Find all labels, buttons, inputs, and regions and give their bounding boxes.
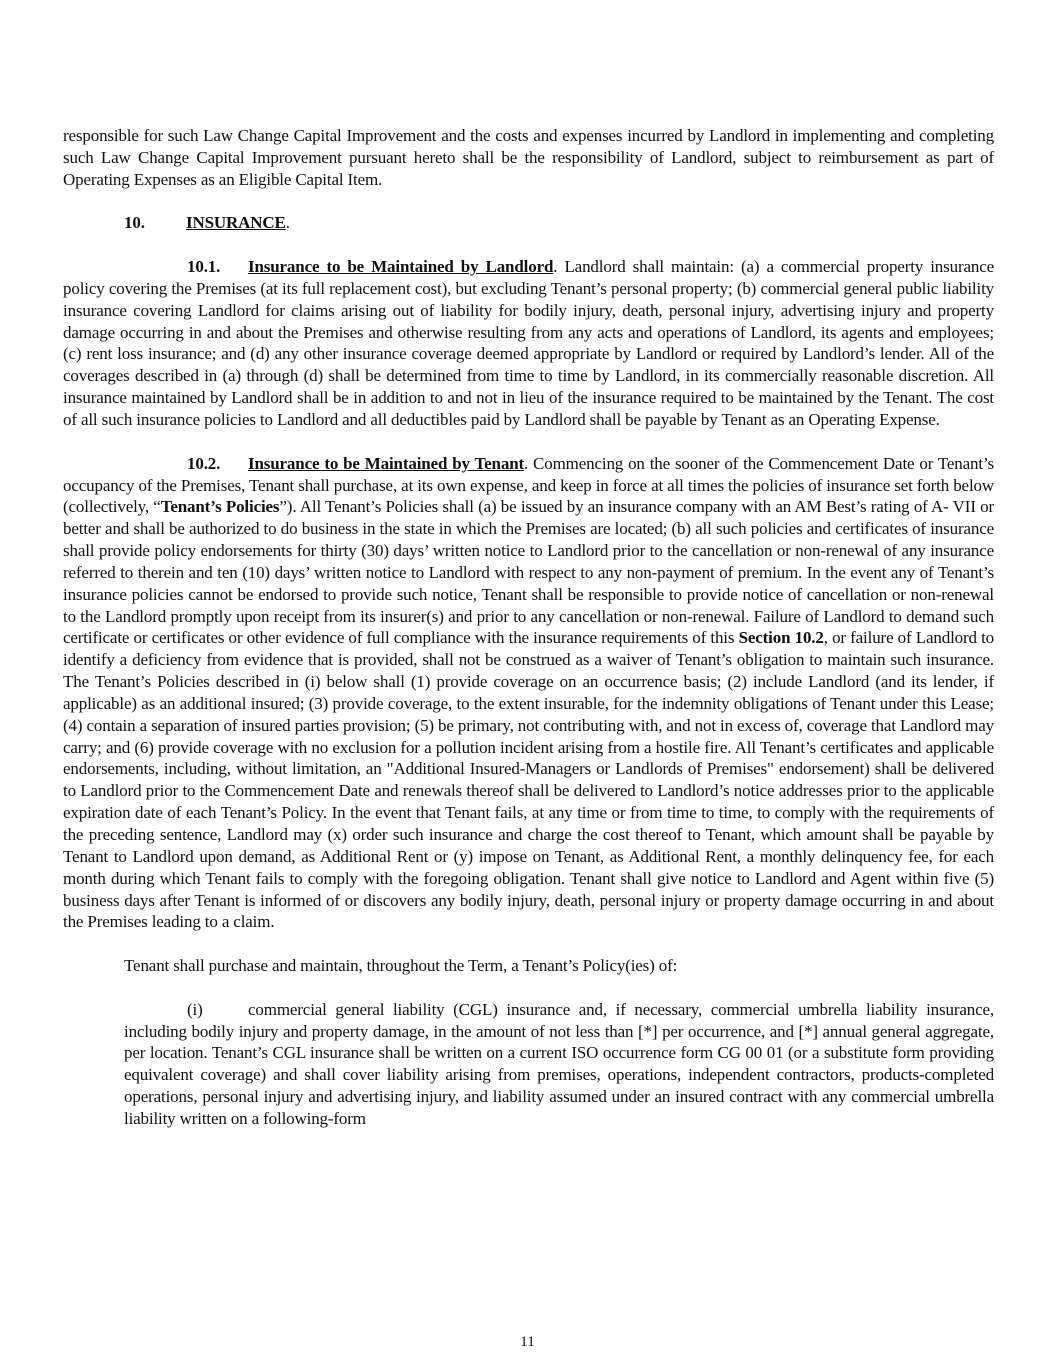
- subsection-text: ”). All Tenant’s Policies shall (a) be issued by an insurance company with an AM Best’s rating of A- VII or better and shall be authorized to do business in the state in which the Premises are located; (b) all such policies and certificates of insurance shall provide policy endorsements for thirty (30) days’ written notice to Landlord prior to the cancellation or non-renewal of any insurance referred to therein and ten (10) days’ written notice to Landlord with respect to any non-payment of premium. In the event any of Tenant’s insurance policies cannot be endorsed to provide such notice, Tenant shall be responsible to provide notice of cancellation or non-renewal to the Landlord promptly upon receipt from its insurer(s) and prior to any cancellation or non-renewal. Failure of Landlord to demand such certificate or certificates or other evidence of full compliance with the insurance requirements of this: [63, 497, 994, 648]
- list-item-i: [124, 999, 994, 1130]
- section-title-suffix: .: [285, 213, 290, 233]
- document-page: [63, 125, 994, 1152]
- subsection-number: 10.2.: [187, 453, 221, 473]
- lead-in-paragraph: Tenant shall purchase and maintain, throughout the Term, a Tenant’s Policy(ies) of:: [124, 956, 678, 976]
- subsection-text: . Commencing on the sooner of the Commencement Date or Tenant’s occupancy of the Premises, Tenant shall purchase, at its own expense, and keep in force at all times the policies of insurance set forth below (collectively, “: [63, 453, 994, 517]
- section-10-heading: [63, 212, 994, 234]
- section-10-2: [63, 453, 994, 934]
- subsection-number: 10.1.: [187, 257, 221, 277]
- section-10-1: [63, 256, 994, 431]
- subsection-title: Insurance to be Maintained by Landlord: [248, 257, 554, 277]
- subsection-text: , or failure of Landlord to identify a deficiency from evidence that is provided, shall not be construed as a waiver of Tenant’s obligation to maintain such insurance. The Tenant’s Policies described in (i) below shall (1) provide coverage on an occurrence basis; (2) include Landlord (and its lender, if applicable) as an additional insured; (3) provide coverage, to the extent insurable, for the indemnity obligations of Tenant under this Lease; (4) contain a separation of insured parties provision; (5) be primary, not contributing with, and not in excess of, coverage that Landlord may carry; and (6) provide coverage with no exclusion for a pollution incident arising from a hostile fire. All Tenant’s certificates and applicable endorsements, including, without limitation, an "Additional Insured-Managers or Landlords of Premises" endorsement) shall be delivered to Landlord prior to the Commencement Date and renewals thereof shall be delivered to Landlord’s notice addresses prior to the applicable expiration date of each Tenant’s Policy. In the event that Tenant fails, at any time or from time to time, to comply with the requirements of the preceding sentence, Landlord may (x) order such insurance and charge the cost thereof to Tenant, which amount shall be payable by Tenant to Landlord upon demand, as Additional Rent or (y) impose on Tenant, as Additional Rent, a monthly delinquency fee, for each month during which Tenant fails to comply with the foregoing obligation. Tenant shall give notice to Landlord and Agent within five (5) business days after Tenant is informed of or discovers any bodily injury, death, personal injury or property damage occurring in and about the Premises leading to a claim.: [63, 628, 994, 932]
- subsection-title: Insurance to be Maintained by Tenant: [248, 453, 525, 473]
- defined-term: Tenant’s Policies: [160, 497, 280, 517]
- section-title: INSURANCE: [186, 213, 286, 233]
- section-number: 10.: [124, 213, 145, 233]
- page-number: 11: [520, 1334, 535, 1350]
- subsection-text: . Landlord shall maintain: (a) a commercial property insurance policy covering the Premises (at its full replacement cost), but excluding Tenant’s personal property; (b) commercial general public liability insurance covering Landlord for claims arising out of liability for bodily injury, death, personal injury, advertising injury and property damage occurring in and about the Premises and otherwise resulting from any acts and operations of Landlord, its agents and employees; (c) rent loss insurance; and (d) any other insurance coverage deemed appropriate by Landlord or required by Landlord’s lender. All of the coverages described in (a) through (d) shall be determined from time to time by Landlord, in its commercially reasonable discretion. All insurance maintained by Landlord shall be in addition to and not in lieu of the insurance required to be maintained by the Tenant. The cost of all such insurance policies to Landlord and all deductibles paid by Landlord shall be payable by Tenant as an Operating Expense.: [63, 257, 994, 429]
- section-reference: Section 10.2: [738, 628, 824, 648]
- paragraph-intro: responsible for such Law Change Capital Improvement and the costs and expenses incurred by Landlord in implementing and completing such Law Change Capital Improvement pursuant hereto shall be the responsibility of Landlord, subject to reimbursement as part of Operating Expenses as an Eligible Capital Item.: [63, 126, 994, 189]
- item-text: commercial general liability (CGL) insurance and, if necessary, commercial umbrella liability insurance, including bodily injury and property damage, in the amount of not less than [*] per occurrence, and [*] annual general aggregate, per location. Tenant’s CGL insurance shall be written on a current ISO occurrence form CG 00 01 (or a substitute form providing equivalent coverage) and shall cover liability arising from premises, operations, independent contractors, products-completed operations, personal injury and advertising injury, and liability assumed under an insured contract with any commercial umbrella liability written on a following-form: [124, 999, 994, 1128]
- item-number: (i): [187, 999, 203, 1019]
